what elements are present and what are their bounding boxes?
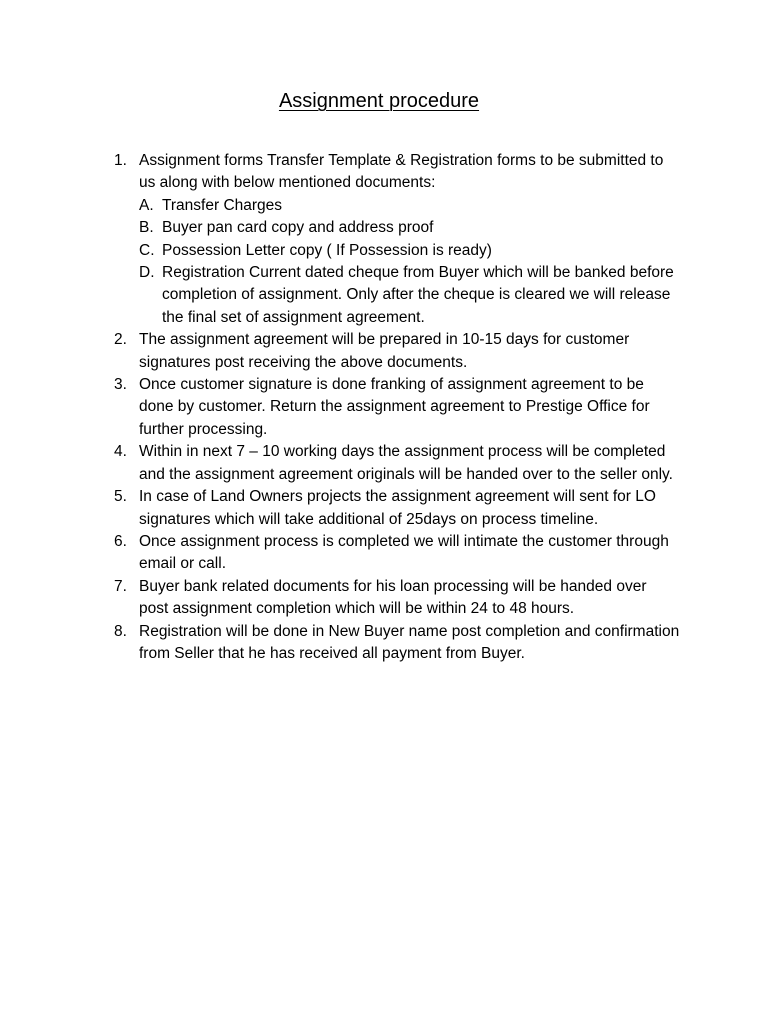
- document-title: Assignment procedure: [278, 90, 480, 112]
- list-number: 8.: [114, 622, 127, 640]
- list-item-7: [114, 576, 680, 621]
- list-item-3: [114, 374, 680, 441]
- sublist-item-a: [139, 195, 680, 217]
- procedure-list: [114, 150, 680, 665]
- list-number: 6.: [114, 532, 127, 550]
- list-item-5: [114, 486, 680, 531]
- sublist-item-b: [139, 217, 680, 239]
- document-sublist: [139, 195, 680, 329]
- sublist-item-text: Transfer Charges: [162, 196, 283, 214]
- list-item-text: Once assignment process is completed we will intimate the customer through email or call.: [139, 532, 669, 573]
- list-number: 3.: [114, 376, 127, 394]
- list-number: 1.: [114, 152, 127, 169]
- list-item-text: Registration will be done in New Buyer name post completion and confirmation from Seller that he has received all payment from Buyer.: [139, 622, 680, 662]
- list-item-text: Buyer bank related documents for his loan processing will be handed over post assignment completion which will be within 24 to 48 hours.: [139, 577, 647, 618]
- document-body: [114, 150, 680, 665]
- list-number: 2.: [114, 331, 127, 349]
- list-number: 4.: [114, 443, 127, 461]
- list-item-text: The assignment agreement will be prepared in 10-15 days for customer signatures post receiving the above documents.: [139, 331, 630, 371]
- sublist-item-d: [139, 262, 680, 329]
- list-item-6: [114, 531, 680, 576]
- list-number: 7.: [114, 577, 127, 595]
- list-item-4: [114, 441, 680, 486]
- list-item-text: Assignment forms Transfer Template & Registration forms to be submitted to us along with below mentioned documents:: [139, 152, 664, 192]
- list-item-text: Once customer signature is done franking of assignment agreement to be done by customer. Return the assignment agreement to Prestige Office for further processing.: [139, 376, 650, 438]
- list-number: 5.: [114, 488, 127, 506]
- sublist-item-text: Registration Current dated cheque from Buyer which will be banked before completion of assignment. Only after the cheque is cleared we will release the final set of assignment agreement.: [162, 264, 674, 326]
- sublist-marker: B.: [139, 219, 154, 237]
- sublist-item-text: Buyer pan card copy and address proof: [162, 219, 434, 237]
- sublist-marker: D.: [139, 264, 155, 282]
- sublist-marker: C.: [139, 241, 155, 259]
- list-item-8: [114, 621, 680, 666]
- sublist-item-c: [139, 240, 680, 262]
- sublist-item-text: Possession Letter copy ( If Possession is ready): [162, 241, 492, 259]
- list-item-1: [114, 150, 680, 329]
- list-item-text: Within in next 7 – 10 working days the assignment process will be completed and the assignment agreement originals will be handed over to the seller only.: [139, 443, 673, 483]
- list-item-2: [114, 329, 680, 374]
- sublist-marker: A.: [139, 196, 154, 214]
- list-item-text: In case of Land Owners projects the assignment agreement will sent for LO signatures which will take additional of 25days on process timeline.: [139, 488, 656, 528]
